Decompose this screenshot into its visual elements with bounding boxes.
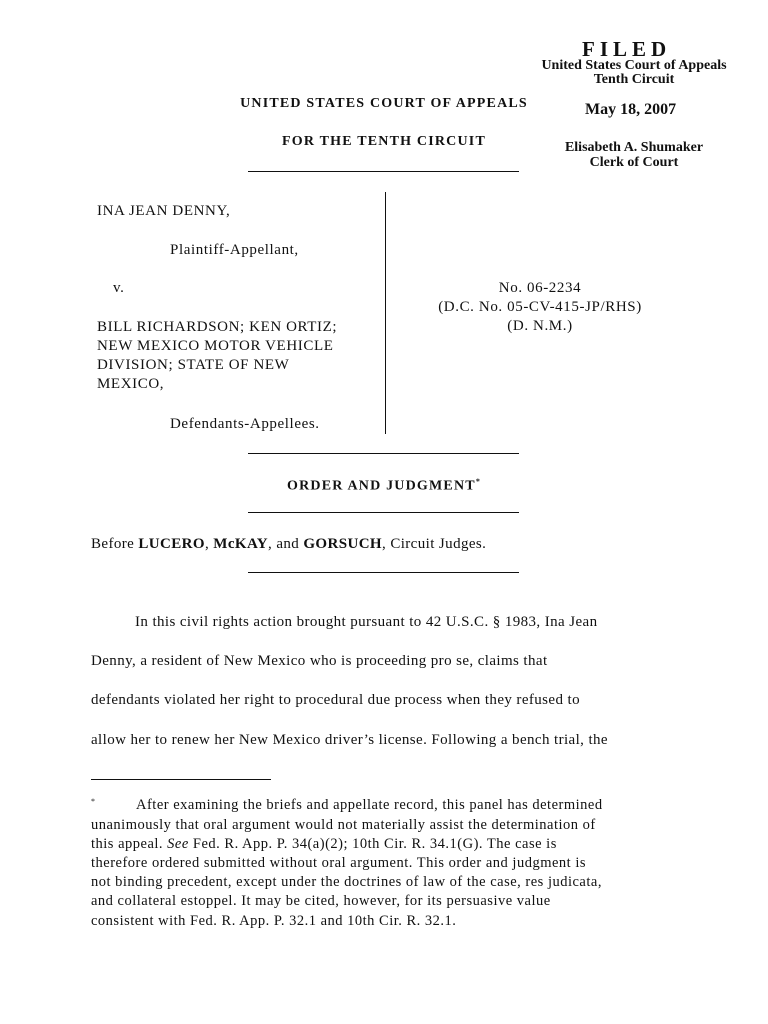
footnote-line: unanimously that oral argument would not materially assist the determination of xyxy=(91,817,596,833)
footnote-see: See xyxy=(167,836,189,852)
footnote-mark: * xyxy=(91,797,96,806)
stamp-court: United States Court of Appeals xyxy=(541,58,727,73)
clerk-name: Elisabeth A. Shumaker xyxy=(564,140,704,155)
defendant-line: MEXICO, xyxy=(97,376,165,392)
judge-name: GORSUCH xyxy=(303,536,383,552)
footnote-text: this appeal. xyxy=(91,836,168,852)
footnote-rule xyxy=(91,779,271,780)
panel-separator: , xyxy=(204,536,214,552)
stamp-circuit: Tenth Circuit xyxy=(593,72,675,87)
case-number: No. 06-2234 xyxy=(498,280,582,296)
footnote-line: and collateral estoppel. It may be cited, however, for its persuasive value xyxy=(91,893,551,909)
versus: v. xyxy=(113,280,125,296)
footnote-text: Fed. R. App. P. 34(a)(2); 10th Cir. R. 34.1(G). The case is xyxy=(188,836,557,852)
footnote-line: After examining the briefs and appellate record, this panel has determined xyxy=(136,797,603,813)
body-line: allow her to renew her New Mexico driver’s license. Following a bench trial, the xyxy=(91,732,608,748)
footnote-line: therefore ordered submitted without oral argument. This order and judgment is xyxy=(91,855,587,871)
panel-rule xyxy=(248,572,519,573)
footnote-reference: * xyxy=(475,477,482,486)
filed-date: May 18, 2007 xyxy=(585,101,677,118)
caption-divider xyxy=(385,192,386,434)
body-line: Denny, a resident of New Mexico who is proceeding pro se, claims that xyxy=(91,653,548,669)
district-case-number: (D.C. No. 05-CV-415-JP/RHS) xyxy=(438,299,642,315)
body-line: defendants violated her right to procedural due process when they refused to xyxy=(91,692,580,708)
court-name: UNITED STATES COURT OF APPEALS xyxy=(240,96,528,111)
plaintiff-name: INA JEAN DENNY, xyxy=(97,203,231,219)
footnote-line: not binding precedent, except under the doctrines of law of the case, res judicata, xyxy=(91,874,602,890)
panel-suffix: , Circuit Judges. xyxy=(382,536,487,552)
panel-line xyxy=(91,536,486,553)
clerk-title: Clerk of Court xyxy=(589,155,679,170)
order-title xyxy=(164,477,604,495)
order-title-text: ORDER AND JUDGMENT xyxy=(286,478,476,494)
judge-name: McKAY xyxy=(213,536,269,552)
district-court: (D. N.M.) xyxy=(507,318,573,334)
court-circuit: FOR THE TENTH CIRCUIT xyxy=(281,134,486,149)
panel-prefix: Before xyxy=(91,536,139,552)
defendant-line: DIVISION; STATE OF NEW xyxy=(97,357,290,373)
body-line: In this civil rights action brought pursuant to 42 U.S.C. § 1983, Ina Jean xyxy=(135,614,598,630)
title-rule xyxy=(248,512,519,513)
footnote-line: consistent with Fed. R. App. P. 32.1 and 10th Cir. R. 32.1. xyxy=(91,913,457,929)
footnote-line xyxy=(91,836,557,853)
panel-separator: , and xyxy=(268,536,304,552)
plaintiff-role: Plaintiff-Appellant, xyxy=(170,242,299,258)
judge-name: LUCERO xyxy=(138,536,205,552)
defendant-line: NEW MEXICO MOTOR VEHICLE xyxy=(97,338,334,354)
caption-rule xyxy=(248,453,519,454)
heading-rule xyxy=(248,171,519,172)
footnote-mark-line xyxy=(91,797,96,815)
defendant-line: BILL RICHARDSON; KEN ORTIZ; xyxy=(97,319,338,335)
defendants-role: Defendants-Appellees. xyxy=(170,416,320,432)
filed-stamp-title: FILED xyxy=(582,37,672,61)
